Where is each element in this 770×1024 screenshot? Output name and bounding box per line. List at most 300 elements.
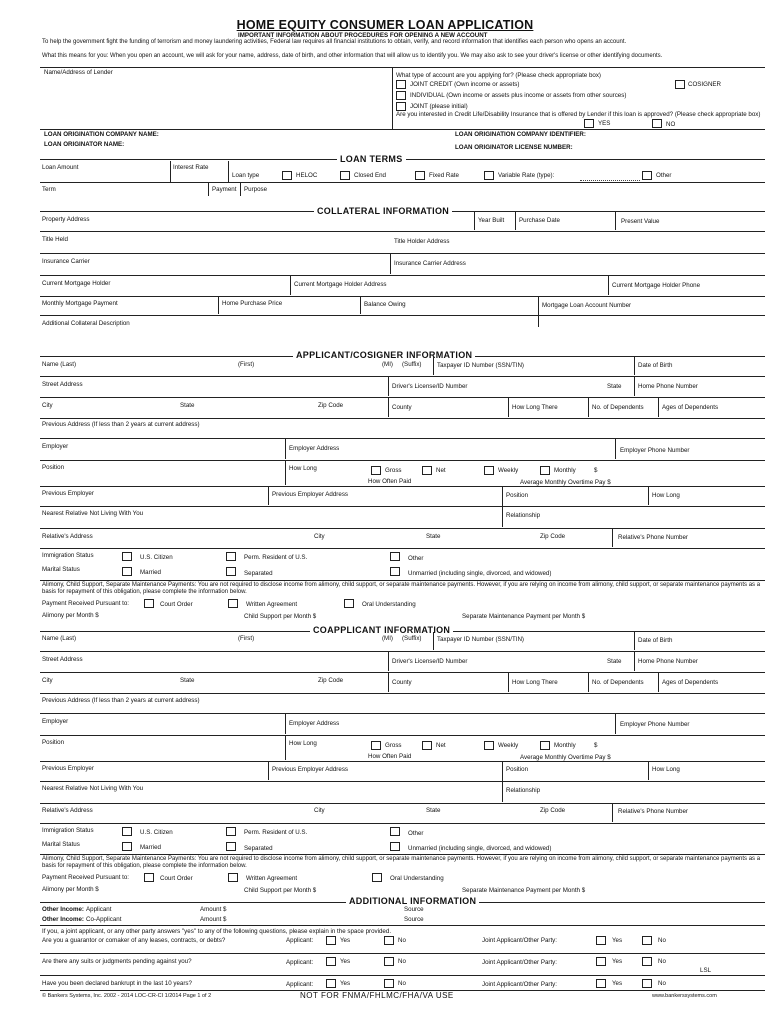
app-child-support-label: Child Support per Month $ bbox=[244, 613, 317, 620]
app-written-checkbox[interactable] bbox=[228, 599, 238, 608]
originator-license-label: LOAN ORIGINATOR LICENSE NUMBER: bbox=[455, 144, 573, 151]
co-oral-checkbox[interactable] bbox=[372, 873, 382, 882]
co-state2-label: State bbox=[180, 677, 195, 684]
divider bbox=[40, 376, 765, 377]
app-employer-label: Employer bbox=[42, 443, 69, 450]
divider bbox=[474, 212, 475, 230]
divider bbox=[40, 438, 765, 439]
divider bbox=[240, 183, 241, 196]
collateral-heading: COLLATERAL INFORMATION bbox=[314, 206, 452, 216]
app-mi-label: (MI) bbox=[382, 361, 393, 368]
q2-applicant-yes-checkbox[interactable] bbox=[326, 957, 336, 966]
question-bankrupt: Have you been declared bankrupt in the last 10 years? bbox=[42, 980, 192, 987]
divider bbox=[40, 506, 765, 507]
additional-collateral-label: Additional Collateral Description bbox=[42, 320, 130, 327]
divider bbox=[285, 461, 286, 485]
co-name-label: Name (Last) bbox=[42, 635, 77, 642]
app-alimony-text: Alimony, Child Support, Separate Maintenance Payments: You are not required to disclose income from alimony, child support, or separate maintenance payments. However, if you are relying on income from alimony, child support, or separate maintenance payments as a basis for repayment of this obligation, please complete the information below. bbox=[42, 582, 761, 595]
co-weekly-checkbox[interactable] bbox=[484, 741, 494, 750]
divider bbox=[40, 953, 765, 954]
app-prev-position-label: Position bbox=[506, 492, 529, 499]
year-built-label: Year Built bbox=[478, 217, 505, 224]
app-how-long-label: How Long bbox=[289, 465, 317, 472]
individual-label: INDIVIDUAL (Own income or assets plus income or assets from other sources) bbox=[410, 92, 627, 99]
q2-applicant-label: Applicant: bbox=[286, 959, 314, 966]
app-monthly-dollar: $ bbox=[594, 467, 598, 474]
monthly-payment-label: Monthly Mortgage Payment bbox=[42, 300, 118, 307]
divider bbox=[515, 212, 516, 230]
divider bbox=[40, 713, 765, 714]
loan-terms-heading: LOAN TERMS bbox=[337, 154, 406, 164]
divider bbox=[388, 377, 389, 396]
app-relative-address-label: Relative's Address bbox=[42, 533, 93, 540]
app-unmarried-label: Unmarried (including single, divorced, and widowed) bbox=[408, 570, 552, 577]
divider bbox=[285, 714, 286, 734]
app-prev-how-long-label: How Long bbox=[652, 492, 680, 499]
balance-owing-label: Balance Owing bbox=[364, 301, 406, 308]
app-overtime-label: Average Monthly Overtime Pay $ bbox=[520, 479, 611, 486]
divider bbox=[615, 212, 616, 230]
q3-applicant-yes-checkbox[interactable] bbox=[326, 979, 336, 988]
divider bbox=[392, 68, 393, 129]
q2-joint-no-checkbox[interactable] bbox=[642, 957, 652, 966]
co-overtime-label: Average Monthly Overtime Pay $ bbox=[520, 754, 611, 761]
question-guarantor: Are you a guarantor or comaker of any leases, contracts, or debts? bbox=[42, 937, 226, 944]
co-city-label: City bbox=[42, 677, 53, 684]
co-how-often-paid-label: How Often Paid bbox=[368, 753, 412, 760]
divider bbox=[658, 398, 659, 417]
app-net-label: Net bbox=[436, 467, 446, 474]
divider bbox=[40, 823, 765, 824]
co-marital-label: Marital Status bbox=[42, 841, 80, 848]
divider bbox=[40, 528, 765, 529]
co-gross-checkbox[interactable] bbox=[371, 741, 381, 750]
divider bbox=[40, 761, 765, 762]
company-id-label: LOAN ORIGINATION COMPANY IDENTIFIER: bbox=[455, 131, 586, 138]
co-how-long-label: How Long bbox=[289, 740, 317, 747]
app-marital-label: Marital Status bbox=[42, 566, 80, 573]
divider bbox=[648, 762, 649, 780]
property-address-label: Property Address bbox=[42, 216, 90, 223]
co-state-label: State bbox=[607, 658, 622, 665]
app-relative-label: Nearest Relative Not Living With You bbox=[42, 510, 144, 517]
app-relative-city-label: City bbox=[314, 533, 325, 540]
app-citizen-checkbox[interactable] bbox=[122, 552, 132, 561]
co-prev-how-long-label: How Long bbox=[652, 766, 680, 773]
loan-amount-label: Loan Amount bbox=[42, 164, 79, 171]
mortgage-holder-address-label: Current Mortgage Holder Address bbox=[294, 281, 387, 288]
app-previous-address-label: Previous Address (If less than 2 years at current address) bbox=[42, 421, 200, 428]
co-first-label: (First) bbox=[238, 635, 255, 642]
q1-joint-yes-checkbox[interactable] bbox=[596, 936, 606, 945]
divider bbox=[508, 398, 509, 417]
other-income-amount-1: Amount $ bbox=[200, 906, 227, 913]
app-relative-state-label: State bbox=[426, 533, 441, 540]
co-other-label: Other bbox=[408, 830, 424, 837]
app-how-long-there-label: How Long There bbox=[512, 404, 558, 411]
additional-heading: ADDITIONAL INFORMATION bbox=[346, 896, 479, 906]
co-immigration-label: Immigration Status bbox=[42, 827, 94, 834]
cosigner-label: COSIGNER bbox=[688, 81, 722, 88]
q2-applicant-yes-label: Yes bbox=[340, 958, 351, 965]
fixed-rate-label: Fixed Rate bbox=[429, 172, 459, 179]
app-suffix-label: (Suffix) bbox=[402, 361, 422, 368]
divider bbox=[502, 487, 503, 527]
insurance-question: Are you interested in Credit Life/Disability Insurance that is offered by Lender if this loan is approved? (Please check appropriate box) bbox=[396, 111, 761, 118]
co-separated-checkbox[interactable] bbox=[226, 842, 236, 851]
term-label: Term bbox=[42, 186, 56, 193]
app-weekly-checkbox[interactable] bbox=[484, 466, 494, 475]
app-alimony-month-label: Alimony per Month $ bbox=[42, 612, 99, 619]
co-zip-label: Zip Code bbox=[318, 677, 344, 684]
divider bbox=[40, 781, 765, 782]
insurance-carrier-address-label: Insurance Carrier Address bbox=[394, 260, 466, 267]
originator-name-label: LOAN ORIGINATOR NAME: bbox=[44, 141, 125, 148]
app-home-phone-label: Home Phone Number bbox=[638, 383, 698, 390]
app-gross-label: Gross bbox=[385, 467, 402, 474]
divider bbox=[40, 651, 765, 652]
individual-checkbox[interactable] bbox=[396, 91, 406, 100]
co-net-label: Net bbox=[436, 742, 446, 749]
app-prev-employer-address-label: Previous Employer Address bbox=[272, 491, 349, 498]
mortgage-holder-label: Current Mortgage Holder bbox=[42, 280, 111, 287]
divider bbox=[40, 548, 765, 549]
other-type-label: Other bbox=[656, 172, 672, 179]
divider bbox=[40, 803, 765, 804]
co-separated-label: Separated bbox=[244, 845, 273, 852]
co-monthly-dollar: $ bbox=[594, 742, 598, 749]
footer-not-for-use: NOT FOR FNMA/FHLMC/FHA/VA USE bbox=[300, 991, 454, 1000]
divider bbox=[40, 129, 765, 130]
heloc-checkbox[interactable] bbox=[282, 171, 292, 180]
app-dob-label: Date of Birth bbox=[638, 362, 673, 369]
divider bbox=[170, 161, 171, 182]
co-prev-position-label: Position bbox=[506, 766, 529, 773]
account-type-question: What type of account are you applying for? (Please check appropriate box) bbox=[396, 72, 601, 79]
title-held-label: Title Held bbox=[42, 236, 68, 243]
divider bbox=[388, 398, 389, 417]
divider bbox=[648, 487, 649, 505]
app-immigration-label: Immigration Status bbox=[42, 552, 94, 559]
divider bbox=[218, 297, 219, 314]
app-oral-checkbox[interactable] bbox=[344, 599, 354, 608]
app-employer-address-label: Employer Address bbox=[289, 445, 340, 452]
cosigner-checkbox[interactable] bbox=[675, 80, 685, 89]
q3-joint-label: Joint Applicant/Other Party: bbox=[482, 981, 557, 988]
important-p2: What this means for you: When you open an account, we will ask for your name, address, date of birth, and other information that will allow us to identify you. We may also ask to see your driver's license or other identifying documents. bbox=[42, 53, 663, 59]
divider bbox=[40, 735, 765, 736]
app-monthly-label: Monthly bbox=[554, 467, 576, 474]
q1-applicant-label: Applicant: bbox=[286, 937, 314, 944]
app-relative-phone-label: Relative's Phone Number bbox=[618, 534, 688, 541]
divider bbox=[588, 673, 589, 692]
variable-rate-checkbox[interactable] bbox=[484, 171, 494, 180]
divider bbox=[538, 297, 539, 327]
co-position-label: Position bbox=[42, 739, 65, 746]
q1-joint-yes-label: Yes bbox=[612, 937, 623, 944]
payment-label: Payment bbox=[212, 186, 237, 193]
q2-joint-yes-label: Yes bbox=[612, 958, 623, 965]
co-relative-label: Nearest Relative Not Living With You bbox=[42, 785, 144, 792]
app-name-label: Name (Last) bbox=[42, 361, 77, 368]
q3-applicant-no-checkbox[interactable] bbox=[384, 979, 394, 988]
other-income-source-2: Source bbox=[404, 916, 424, 923]
app-sep-maint-label: Separate Maintenance Payment per Month $ bbox=[462, 613, 586, 620]
q3-applicant-yes-label: Yes bbox=[340, 980, 351, 987]
app-payment-received-label: Payment Received Pursuant to: bbox=[42, 600, 130, 607]
app-dependents-label: No. of Dependents bbox=[592, 404, 644, 411]
q2-joint-yes-checkbox[interactable] bbox=[596, 957, 606, 966]
purpose-label: Purpose bbox=[244, 186, 268, 193]
divider bbox=[40, 975, 765, 976]
loan-account-number-label: Mortgage Loan Account Number bbox=[542, 302, 632, 309]
divider bbox=[615, 714, 616, 734]
co-relationship-label: Relationship bbox=[506, 787, 541, 794]
app-separated-checkbox[interactable] bbox=[226, 567, 236, 576]
app-perm-checkbox[interactable] bbox=[226, 552, 236, 561]
co-previous-address-label: Previous Address (If less than 2 years at current address) bbox=[42, 697, 200, 704]
insurance-carrier-label: Insurance Carrier bbox=[42, 258, 90, 265]
lender-name-label: Name/Address of Lender bbox=[44, 69, 113, 76]
q3-joint-yes-label: Yes bbox=[612, 980, 623, 987]
co-prev-employer-label: Previous Employer bbox=[42, 765, 94, 772]
divider bbox=[634, 357, 635, 375]
app-county-label: County bbox=[392, 404, 412, 411]
app-employer-phone-label: Employer Phone Number bbox=[620, 447, 690, 454]
divider bbox=[588, 398, 589, 417]
q2-joint-no-label: No bbox=[658, 958, 666, 965]
app-married-checkbox[interactable] bbox=[122, 567, 132, 576]
closed-end-label: Closed End bbox=[354, 172, 386, 179]
app-other-checkbox[interactable] bbox=[390, 552, 400, 561]
app-net-checkbox[interactable] bbox=[422, 466, 432, 475]
co-written-checkbox[interactable] bbox=[228, 873, 238, 882]
app-city-label: City bbox=[42, 402, 53, 409]
divider bbox=[634, 652, 635, 671]
co-relative-state-label: State bbox=[426, 807, 441, 814]
q2-applicant-no-checkbox[interactable] bbox=[384, 957, 394, 966]
co-monthly-label: Monthly bbox=[554, 742, 576, 749]
title-holder-address-label: Title Holder Address bbox=[394, 238, 450, 245]
co-net-checkbox[interactable] bbox=[422, 741, 432, 750]
divider bbox=[390, 254, 391, 274]
divider bbox=[40, 296, 765, 297]
co-unmarried-label: Unmarried (including single, divorced, and widowed) bbox=[408, 845, 552, 852]
q1-applicant-no-label: No bbox=[398, 937, 406, 944]
insurance-no-checkbox[interactable] bbox=[652, 119, 662, 128]
co-suffix-label: (Suffix) bbox=[402, 635, 422, 642]
divider bbox=[268, 487, 269, 505]
joint-credit-label: JOINT CREDIT (Own income or assets) bbox=[410, 81, 520, 88]
loan-type-label: Loan type bbox=[232, 172, 260, 179]
divider bbox=[433, 632, 434, 650]
divider bbox=[208, 183, 209, 196]
q3-applicant-no-label: No bbox=[398, 980, 406, 987]
co-court-order-checkbox[interactable] bbox=[144, 873, 154, 882]
co-perm-checkbox[interactable] bbox=[226, 827, 236, 836]
divider bbox=[615, 439, 616, 459]
heloc-label: HELOC bbox=[296, 172, 318, 179]
app-first-label: (First) bbox=[238, 361, 255, 368]
co-license-label: Driver's License/ID Number bbox=[392, 658, 468, 665]
other-type-checkbox[interactable] bbox=[642, 171, 652, 180]
app-unmarried-checkbox[interactable] bbox=[390, 567, 400, 576]
app-gross-checkbox[interactable] bbox=[371, 466, 381, 475]
app-separated-label: Separated bbox=[244, 570, 273, 577]
insurance-no-label: NO bbox=[666, 121, 676, 128]
q2-joint-label: Joint Applicant/Other Party: bbox=[482, 959, 557, 966]
divider bbox=[290, 276, 291, 295]
app-monthly-checkbox[interactable] bbox=[540, 466, 550, 475]
question-suits: Are there any suits or judgments pending against you? bbox=[42, 958, 192, 965]
q2-applicant-no-label: No bbox=[398, 958, 406, 965]
variable-rate-line[interactable] bbox=[580, 180, 640, 181]
divider bbox=[360, 297, 361, 314]
co-county-label: County bbox=[392, 679, 412, 686]
co-employer-address-label: Employer Address bbox=[289, 720, 340, 727]
app-written-label: Written Agreement bbox=[246, 601, 298, 608]
co-alimony-text: Alimony, Child Support, Separate Maintenance Payments: You are not required to disclose income from alimony, child support, or separate maintenance payments. However, if you are relying on income from alimony, child support, or separate maintenance payments as a basis for repayment of this obligation, please complete the information below. bbox=[42, 856, 761, 869]
divider bbox=[285, 439, 286, 459]
fixed-rate-checkbox[interactable] bbox=[415, 171, 425, 180]
app-zip-label: Zip Code bbox=[318, 402, 344, 409]
other-income-label-2: Other Income: bbox=[42, 916, 84, 923]
important-p1: To help the government fight the funding of terrorism and money laundering activities, Federal law requires all financial institutions to obtain, verify, and record information that identifies each person who opens an account. bbox=[42, 39, 627, 45]
joint-credit-checkbox[interactable] bbox=[396, 80, 406, 89]
divider bbox=[40, 672, 765, 673]
q3-joint-yes-checkbox[interactable] bbox=[596, 979, 606, 988]
q1-applicant-yes-checkbox[interactable] bbox=[326, 936, 336, 945]
joint-label: JOINT (please initial) bbox=[410, 103, 468, 110]
divider bbox=[40, 253, 765, 254]
co-married-checkbox[interactable] bbox=[122, 842, 132, 851]
app-oral-label: Oral Understanding bbox=[362, 601, 416, 608]
divider bbox=[388, 673, 389, 692]
divider bbox=[40, 854, 765, 855]
insurance-yes-checkbox[interactable] bbox=[584, 119, 594, 128]
app-citizen-label: U.S. Citizen bbox=[140, 554, 173, 561]
co-citizen-checkbox[interactable] bbox=[122, 827, 132, 836]
q1-joint-no-checkbox[interactable] bbox=[642, 936, 652, 945]
app-court-order-label: Court Order bbox=[160, 601, 193, 608]
coapplicant-heading: COAPPLICANT INFORMATION bbox=[310, 625, 453, 635]
other-income-label-1: Other Income: bbox=[42, 906, 84, 913]
divider bbox=[608, 276, 609, 295]
app-state-label: State bbox=[607, 383, 622, 390]
co-alimony-month-label: Alimony per Month $ bbox=[42, 886, 99, 893]
insurance-yes-label: YES bbox=[598, 120, 611, 127]
co-court-order-label: Court Order bbox=[160, 875, 193, 882]
app-position-label: Position bbox=[42, 464, 65, 471]
present-value-label: Present Value bbox=[621, 218, 660, 225]
app-how-often-paid-label: How Often Paid bbox=[368, 478, 412, 485]
co-employer-label: Employer bbox=[42, 718, 69, 725]
app-weekly-label: Weekly bbox=[498, 467, 519, 474]
mortgage-holder-phone-label: Current Mortgage Holder Phone bbox=[612, 282, 701, 289]
applicant-heading: APPLICANT/COSIGNER INFORMATION bbox=[293, 350, 475, 360]
divider bbox=[40, 182, 765, 183]
divider bbox=[502, 762, 503, 802]
q1-applicant-no-checkbox[interactable] bbox=[384, 936, 394, 945]
co-prev-employer-address-label: Previous Employer Address bbox=[272, 766, 349, 773]
footer-website: www.bankerssystems.com bbox=[652, 993, 717, 999]
other-income-amount-2: Amount $ bbox=[200, 916, 227, 923]
divider bbox=[268, 762, 269, 780]
co-mi-label: (MI) bbox=[382, 635, 393, 642]
q1-applicant-yes-label: Yes bbox=[340, 937, 351, 944]
co-child-support-label: Child Support per Month $ bbox=[244, 887, 317, 894]
divider bbox=[634, 632, 635, 650]
divider bbox=[612, 804, 613, 822]
app-perm-label: Perm. Resident of U.S. bbox=[244, 554, 308, 561]
co-other-checkbox[interactable] bbox=[390, 827, 400, 836]
other-income-source-1: Source bbox=[404, 906, 424, 913]
app-court-order-checkbox[interactable] bbox=[144, 599, 154, 608]
joint-note: If you, a joint applicant, or any other party answers "yes" to any of the following questions, please explain in the space provided. bbox=[42, 928, 392, 935]
co-dependents-label: No. of Dependents bbox=[592, 679, 644, 686]
divider bbox=[40, 67, 765, 68]
co-relative-phone-label: Relative's Phone Number bbox=[618, 808, 688, 815]
app-relative-zip-label: Zip Code bbox=[540, 533, 566, 540]
other-income-coapplicant-label: Co-Applicant bbox=[86, 916, 122, 923]
divider bbox=[40, 580, 765, 581]
co-sep-maint-label: Separate Maintenance Payment per Month $ bbox=[462, 887, 586, 894]
co-employer-phone-label: Employer Phone Number bbox=[620, 721, 690, 728]
co-written-label: Written Agreement bbox=[246, 875, 298, 882]
co-unmarried-checkbox[interactable] bbox=[390, 842, 400, 851]
interest-rate-label: Interest Rate bbox=[173, 164, 209, 171]
q1-joint-label: Joint Applicant/Other Party: bbox=[482, 937, 557, 944]
co-monthly-checkbox[interactable] bbox=[540, 741, 550, 750]
co-weekly-label: Weekly bbox=[498, 742, 519, 749]
co-ages-label: Ages of Dependents bbox=[662, 679, 719, 686]
divider bbox=[40, 231, 765, 232]
co-relative-city-label: City bbox=[314, 807, 325, 814]
co-payment-received-label: Payment Received Pursuant to: bbox=[42, 874, 130, 881]
q1-joint-no-label: No bbox=[658, 937, 666, 944]
divider bbox=[433, 357, 434, 375]
co-relative-address-label: Relative's Address bbox=[42, 807, 93, 814]
app-married-label: Married bbox=[140, 569, 161, 576]
other-income-applicant-label: Applicant bbox=[86, 906, 112, 913]
divider bbox=[388, 652, 389, 671]
app-relationship-label: Relationship bbox=[506, 512, 541, 519]
q3-joint-no-checkbox[interactable] bbox=[642, 979, 652, 988]
co-dob-label: Date of Birth bbox=[638, 637, 673, 644]
divider bbox=[508, 673, 509, 692]
q3-joint-no-label: No bbox=[658, 980, 666, 987]
co-home-phone-label: Home Phone Number bbox=[638, 658, 698, 665]
divider bbox=[40, 418, 765, 419]
divider bbox=[40, 275, 765, 276]
app-license-label: Driver's License/ID Number bbox=[392, 383, 468, 390]
app-taxpayer-label: Taxpayer ID Number (SSN/TIN) bbox=[437, 362, 524, 369]
divider bbox=[40, 315, 765, 316]
closed-end-checkbox[interactable] bbox=[340, 171, 350, 180]
variable-rate-label: Variable Rate (type): bbox=[498, 172, 555, 179]
joint-checkbox[interactable] bbox=[396, 102, 406, 111]
app-state2-label: State bbox=[180, 402, 195, 409]
divider bbox=[634, 377, 635, 396]
home-purchase-price-label: Home Purchase Price bbox=[222, 300, 283, 307]
divider bbox=[40, 397, 765, 398]
app-ages-label: Ages of Dependents bbox=[662, 404, 719, 411]
important-heading: IMPORTANT INFORMATION ABOUT PROCEDURES FOR OPENING A NEW ACCOUNT bbox=[238, 32, 488, 39]
divider bbox=[658, 673, 659, 692]
company-name-label: LOAN ORIGINATION COMPANY NAME: bbox=[44, 131, 159, 138]
divider bbox=[612, 529, 613, 547]
divider bbox=[40, 925, 765, 926]
